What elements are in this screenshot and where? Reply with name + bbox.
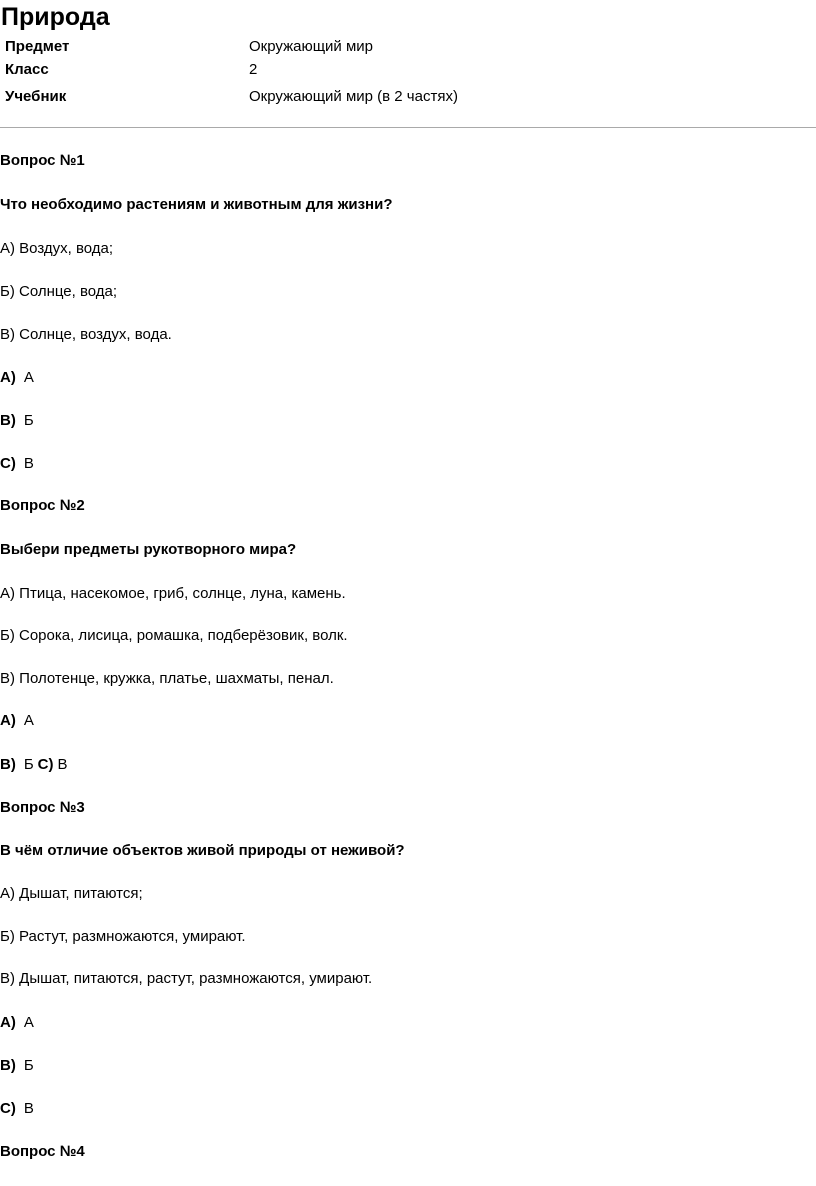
answer-value: А xyxy=(23,369,34,386)
answer-choice[interactable] xyxy=(0,369,34,387)
question-text: Выбери предметы рукотворного мира? xyxy=(0,541,297,558)
answer-choice[interactable] xyxy=(0,455,34,473)
textbook-label: Учебник xyxy=(5,88,67,105)
answer-letter: A) xyxy=(0,1014,16,1031)
answer-choice[interactable] xyxy=(0,1057,34,1075)
subject-value: Окружающий мир xyxy=(249,38,373,55)
option-text: А) Воздух, вода; xyxy=(0,240,114,257)
answer-letter: B) xyxy=(0,1057,16,1074)
answer-value: В xyxy=(57,756,68,773)
answer-choice[interactable] xyxy=(34,756,68,773)
header-divider xyxy=(0,127,816,128)
option-text: Б) Солнце, вода; xyxy=(0,283,118,300)
answer-value: Б xyxy=(23,412,34,429)
answer-choice[interactable] xyxy=(0,1100,34,1118)
option-text: В) Солнце, воздух, вода. xyxy=(0,326,172,343)
option-text: А) Дышат, питаются; xyxy=(0,885,143,902)
answer-value: В xyxy=(23,455,34,472)
answer-value: Б xyxy=(23,756,34,773)
question-text: В чём отличие объектов живой природы от неживой? xyxy=(0,842,405,859)
answer-letter: C) xyxy=(0,455,16,472)
question-heading: Вопрос №2 xyxy=(0,497,85,514)
answer-value: А xyxy=(23,1014,34,1031)
answer-value: Б xyxy=(23,1057,34,1074)
answer-value: А xyxy=(23,712,34,729)
question-text: Что необходимо растениям и животным для жизни? xyxy=(0,196,393,213)
answer-letter: A) xyxy=(0,369,16,386)
option-text: В) Полотенце, кружка, платье, шахматы, пенал. xyxy=(0,670,334,687)
answer-choice[interactable] xyxy=(0,412,34,430)
grade-value: 2 xyxy=(249,61,258,78)
grade-label: Класс xyxy=(5,61,49,78)
answer-letter: A) xyxy=(0,712,16,729)
answer-choice[interactable] xyxy=(0,712,34,730)
option-text: Б) Сорока, лисица, ромашка, подберёзовик, волк. xyxy=(0,627,348,644)
question-heading: Вопрос №1 xyxy=(0,152,85,169)
answer-letter: C) xyxy=(0,1100,16,1117)
textbook-value: Окружающий мир (в 2 частях) xyxy=(249,88,458,105)
question-heading: Вопрос №3 xyxy=(0,799,85,816)
answer-value: В xyxy=(23,1100,34,1117)
answer-letter: B) xyxy=(0,412,16,429)
document-title: Природа xyxy=(1,3,110,31)
answer-choice-row xyxy=(0,756,68,774)
option-text: А) Птица, насекомое, гриб, солнце, луна, камень. xyxy=(0,585,346,602)
option-text: Б) Растут, размножаются, умирают. xyxy=(0,928,246,945)
answer-choice[interactable] xyxy=(0,756,34,773)
question-heading: Вопрос №4 xyxy=(0,1143,85,1160)
answer-letter: B) xyxy=(0,756,16,773)
answer-letter: C) xyxy=(37,756,54,773)
subject-label: Предмет xyxy=(5,38,70,55)
option-text: В) Дышат, питаются, растут, размножаются, умирают. xyxy=(0,970,373,987)
answer-choice[interactable] xyxy=(0,1014,34,1032)
